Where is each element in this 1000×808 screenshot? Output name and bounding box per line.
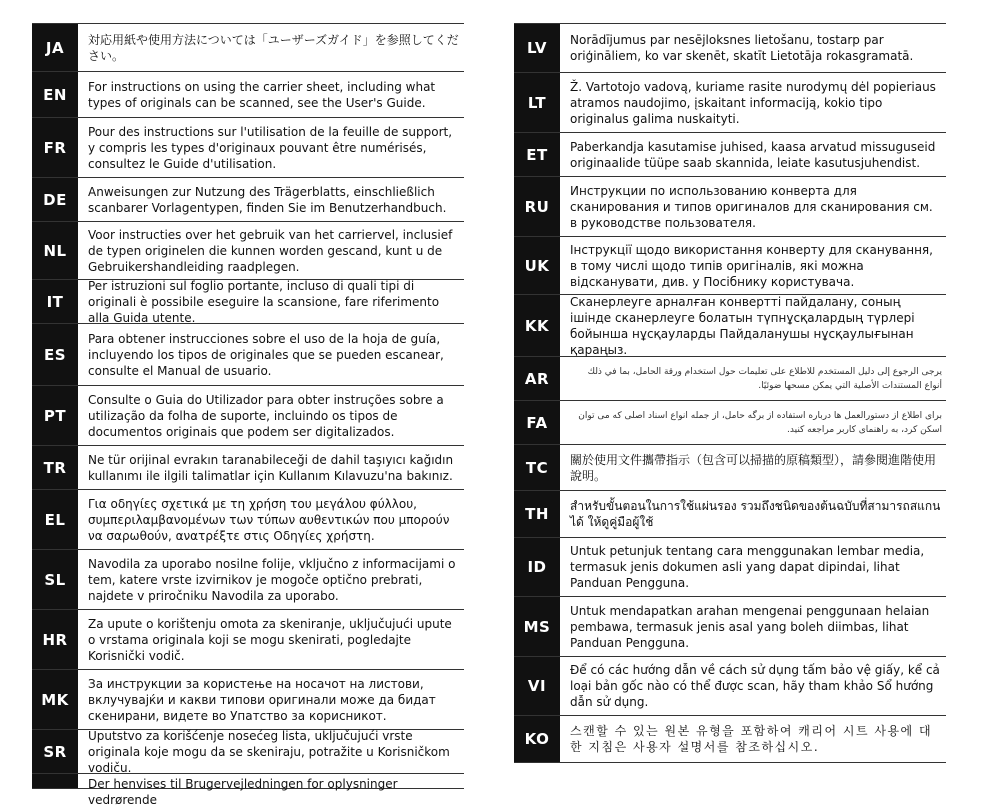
lang-code: NL — [32, 222, 78, 279]
lang-code: JA — [32, 24, 78, 71]
lang-text: Voor instructies over het gebruik van het carriervel, inclusief de typen originelen die kunnen worden gescand, kunt u de Gebruikershandleiding raadplegen. — [88, 227, 453, 274]
lang-code: EN — [32, 72, 78, 117]
lang-text: يرجى الرجوع إلى دليل المستخدم للاطلاع على تعليمات حول استخدام ورقة الحامل، بما في ذلك أنواع المستندات الأصلية التي يمكن مسحها ضوئيًا. — [587, 366, 942, 391]
lang-row-ko — [514, 715, 946, 763]
lang-code: VI — [514, 657, 560, 715]
lang-code: DE — [32, 178, 78, 221]
lang-row-it — [32, 279, 464, 323]
lang-text: Consulte o Guia do Utilizador para obter instruções sobre a utilização da folha de suporte, incluindo os tipos de documentos originais que podem ser digitalizados. — [88, 392, 444, 439]
lang-text: Uputstvo za korišćenje nosećeg lista, uključujući vrste originala koje mogu da se skeniraju, potražite u Korisničkom vodiču. — [88, 728, 450, 775]
lang-text: Anweisungen zur Nutzung des Trägerblatts, einschließlich scanbarer Vorlagentypen, finden Sie im Benutzerhandbuch. — [88, 184, 447, 215]
lang-text: Để có các hướng dẫn về cách sử dụng tấm bảo vệ giấy, kể cả loại bản gốc nào có thể được scan, hãy tham khảo Sổ hướng dẫn sử dụng. — [570, 663, 940, 709]
lang-code: KK — [514, 295, 560, 356]
lang-code: FA — [514, 401, 560, 444]
lang-text: برای اطلاع از دستورالعمل ها درباره استفاده از برگه حامل، از جمله انواع اسناد اصلی که می توان اسکن کرد، به راهنمای کاربر مراجعه کنید. — [578, 410, 942, 435]
lang-row-kk — [514, 294, 946, 356]
lang-code: RU — [514, 177, 560, 236]
lang-row-th — [514, 490, 946, 537]
lang-row-fa — [514, 400, 946, 444]
lang-code: UK — [514, 237, 560, 294]
lang-row-hr — [32, 609, 464, 669]
lang-row-id — [514, 537, 946, 596]
lang-text: Pour des instructions sur l'utilisation de la feuille de support, y compris les types d'originaux pouvant être numérisés, consultez le Guide d'utilisation. — [88, 124, 453, 171]
lang-code: FR — [32, 118, 78, 177]
lang-row-tr — [32, 445, 464, 489]
lang-text: Norādījumus par nesējloksnes lietošanu, tostarp par oriģināliem, ko var skenēt, skatīt Lietotāja rokasgramatā. — [570, 33, 914, 63]
lang-row-lt — [514, 72, 946, 132]
lang-text: Untuk mendapatkan arahan mengenai penggunaan helaian pembawa, termasuk jenis asal yang boleh diimbas, lihat Panduan Pengguna. — [570, 603, 930, 650]
lang-row-sl — [32, 549, 464, 609]
lang-row-uk — [514, 236, 946, 294]
lang-text: Para obtener instrucciones sobre el uso de la hoja de guía, incluyendo los tipos de originales que se pueden escanear, consulte el Manual de usuario. — [88, 331, 444, 378]
right-column — [514, 23, 946, 763]
lang-text: Сканерлеуге арналған конвертті пайдалану, соның ішінде сканерлеуге болатын түпнұсқалардың түрлері бойынша нұсқауларды Пайдаланушы нұсқаулығынан қараңыз. — [570, 294, 915, 357]
lang-row-ja — [32, 23, 464, 71]
lang-row-es — [32, 323, 464, 385]
lang-row-en — [32, 71, 464, 117]
lang-code: MK — [32, 670, 78, 729]
lang-text: Per istruzioni sul foglio portante, incluso di quali tipi di originali è possibile eseguire la scansione, fare riferimento alla Guida utente. — [88, 278, 440, 325]
lang-row-lv — [514, 23, 946, 72]
lang-text: Der henvises til Brugervejledningen for oplysninger vedrørende — [88, 777, 398, 807]
left-column — [32, 23, 464, 807]
lang-text: Ž. Vartotojo vadovą, kuriame rasite nurodymų dėl popieriaus atramos naudojimo, įskaitant informaciją, kokio tipo originalus galima nuskaityti. — [570, 79, 936, 126]
lang-row-ms — [514, 596, 946, 656]
lang-code: ET — [514, 133, 560, 176]
lang-code: AR — [514, 357, 560, 400]
lang-text: 스캔할 수 있는 원본 유형을 포함하여 캐리어 시트 사용에 대한 지침은 사용자 설명서를 참조하십시오. — [570, 724, 933, 754]
lang-row-tc — [514, 444, 946, 490]
lang-code: ID — [514, 538, 560, 596]
lang-code: LV — [514, 24, 560, 72]
lang-row-el — [32, 489, 464, 549]
lang-code: PT — [32, 386, 78, 445]
lang-text: For instructions on using the carrier sheet, including what types of originals can be scanned, see the User's Guide. — [88, 79, 436, 110]
lang-code: TC — [514, 445, 560, 490]
lang-code: EL — [32, 490, 78, 549]
lang-row-nl — [32, 221, 464, 279]
lang-text: 対応用紙や使用方法については「ユーザーズガイド」を参照してください。 — [88, 32, 459, 63]
lang-code — [32, 774, 78, 788]
lang-row-et — [514, 132, 946, 176]
lang-row-mk — [32, 669, 464, 729]
lang-code: SR — [32, 730, 78, 773]
lang-code: SL — [32, 550, 78, 609]
lang-code: ES — [32, 324, 78, 385]
lang-text: Ne tür orijinal evrakın taranabileceği de dahil taşıyıcı kağıdın kullanımı ile ilgili talimatlar için Kullanım Kılavuzu'na bakınız. — [88, 452, 454, 483]
lang-text: Για οδηγίες σχετικά με τη χρήση του μεγάλου φύλλου, συμπεριλαμβανομένων των τύπων αυθεντικών που μπορούν να σαρωθούν, ανατρέξτε στις Οδηγίες χρήστη. — [88, 496, 450, 543]
lang-row-de — [32, 177, 464, 221]
lang-row-fr — [32, 117, 464, 177]
lang-row-da-partial — [32, 773, 464, 807]
lang-code: TR — [32, 446, 78, 489]
lang-row-pt — [32, 385, 464, 445]
lang-row-ru — [514, 176, 946, 236]
lang-row-ar — [514, 356, 946, 400]
lang-code: KO — [514, 716, 560, 762]
lang-code: LT — [514, 73, 560, 132]
lang-code: IT — [32, 280, 78, 323]
lang-text: Za upute o korištenju omota za skeniranje, uključujući upute o vrstama originala koji se mogu skenirati, pogledajte Korisnički vodič. — [88, 616, 452, 663]
lang-code: MS — [514, 597, 560, 656]
lang-code: TH — [514, 491, 560, 537]
lang-text: Paberkandja kasutamise juhised, kaasa arvatud missuguseid originaalide tüüpe saab skannida, leiate kasutusjuhendist. — [570, 139, 936, 170]
lang-text: Інструкції щодо використання конверту для сканування, в тому числі щодо типів оригіналів, які можна відсканувати, див. у Посібнику користувача. — [570, 242, 933, 289]
lang-text: สำหรับขั้นตอนในการใช้แผ่นรอง รวมถึงชนิดของต้นฉบับที่สามารถสแกนได้ ให้ดูคู่มือผู้ใช้ — [570, 499, 941, 529]
lang-code: HR — [32, 610, 78, 669]
lang-text: За инструкции за користење на носачот на листови, вклучувајќи и какви типови оригинали може да бидат скенирани, видете во Упатство за корисникот. — [88, 676, 436, 723]
lang-text: Untuk petunjuk tentang cara menggunakan lembar media, termasuk jenis dokumen asli yang dapat dipindai, lihat Panduan Pengguna. — [570, 544, 925, 590]
lang-text: Инструкции по использованию конверта для сканирования и типов оригиналов для сканирования см. в руководстве пользователя. — [570, 183, 933, 230]
lang-row-vi — [514, 656, 946, 715]
lang-text: Navodila za uporabo nosilne folije, vključno z informacijami o tem, katere vrste izvirnikov je mogoče optično prebrati, najdete v priročniku Navodila za uporabo. — [88, 556, 456, 603]
lang-row-sr — [32, 729, 464, 773]
lang-text: 關於使用文件攜帶指示（包含可以掃描的原稿類型），請參閱進階使用說明。 — [570, 452, 937, 483]
